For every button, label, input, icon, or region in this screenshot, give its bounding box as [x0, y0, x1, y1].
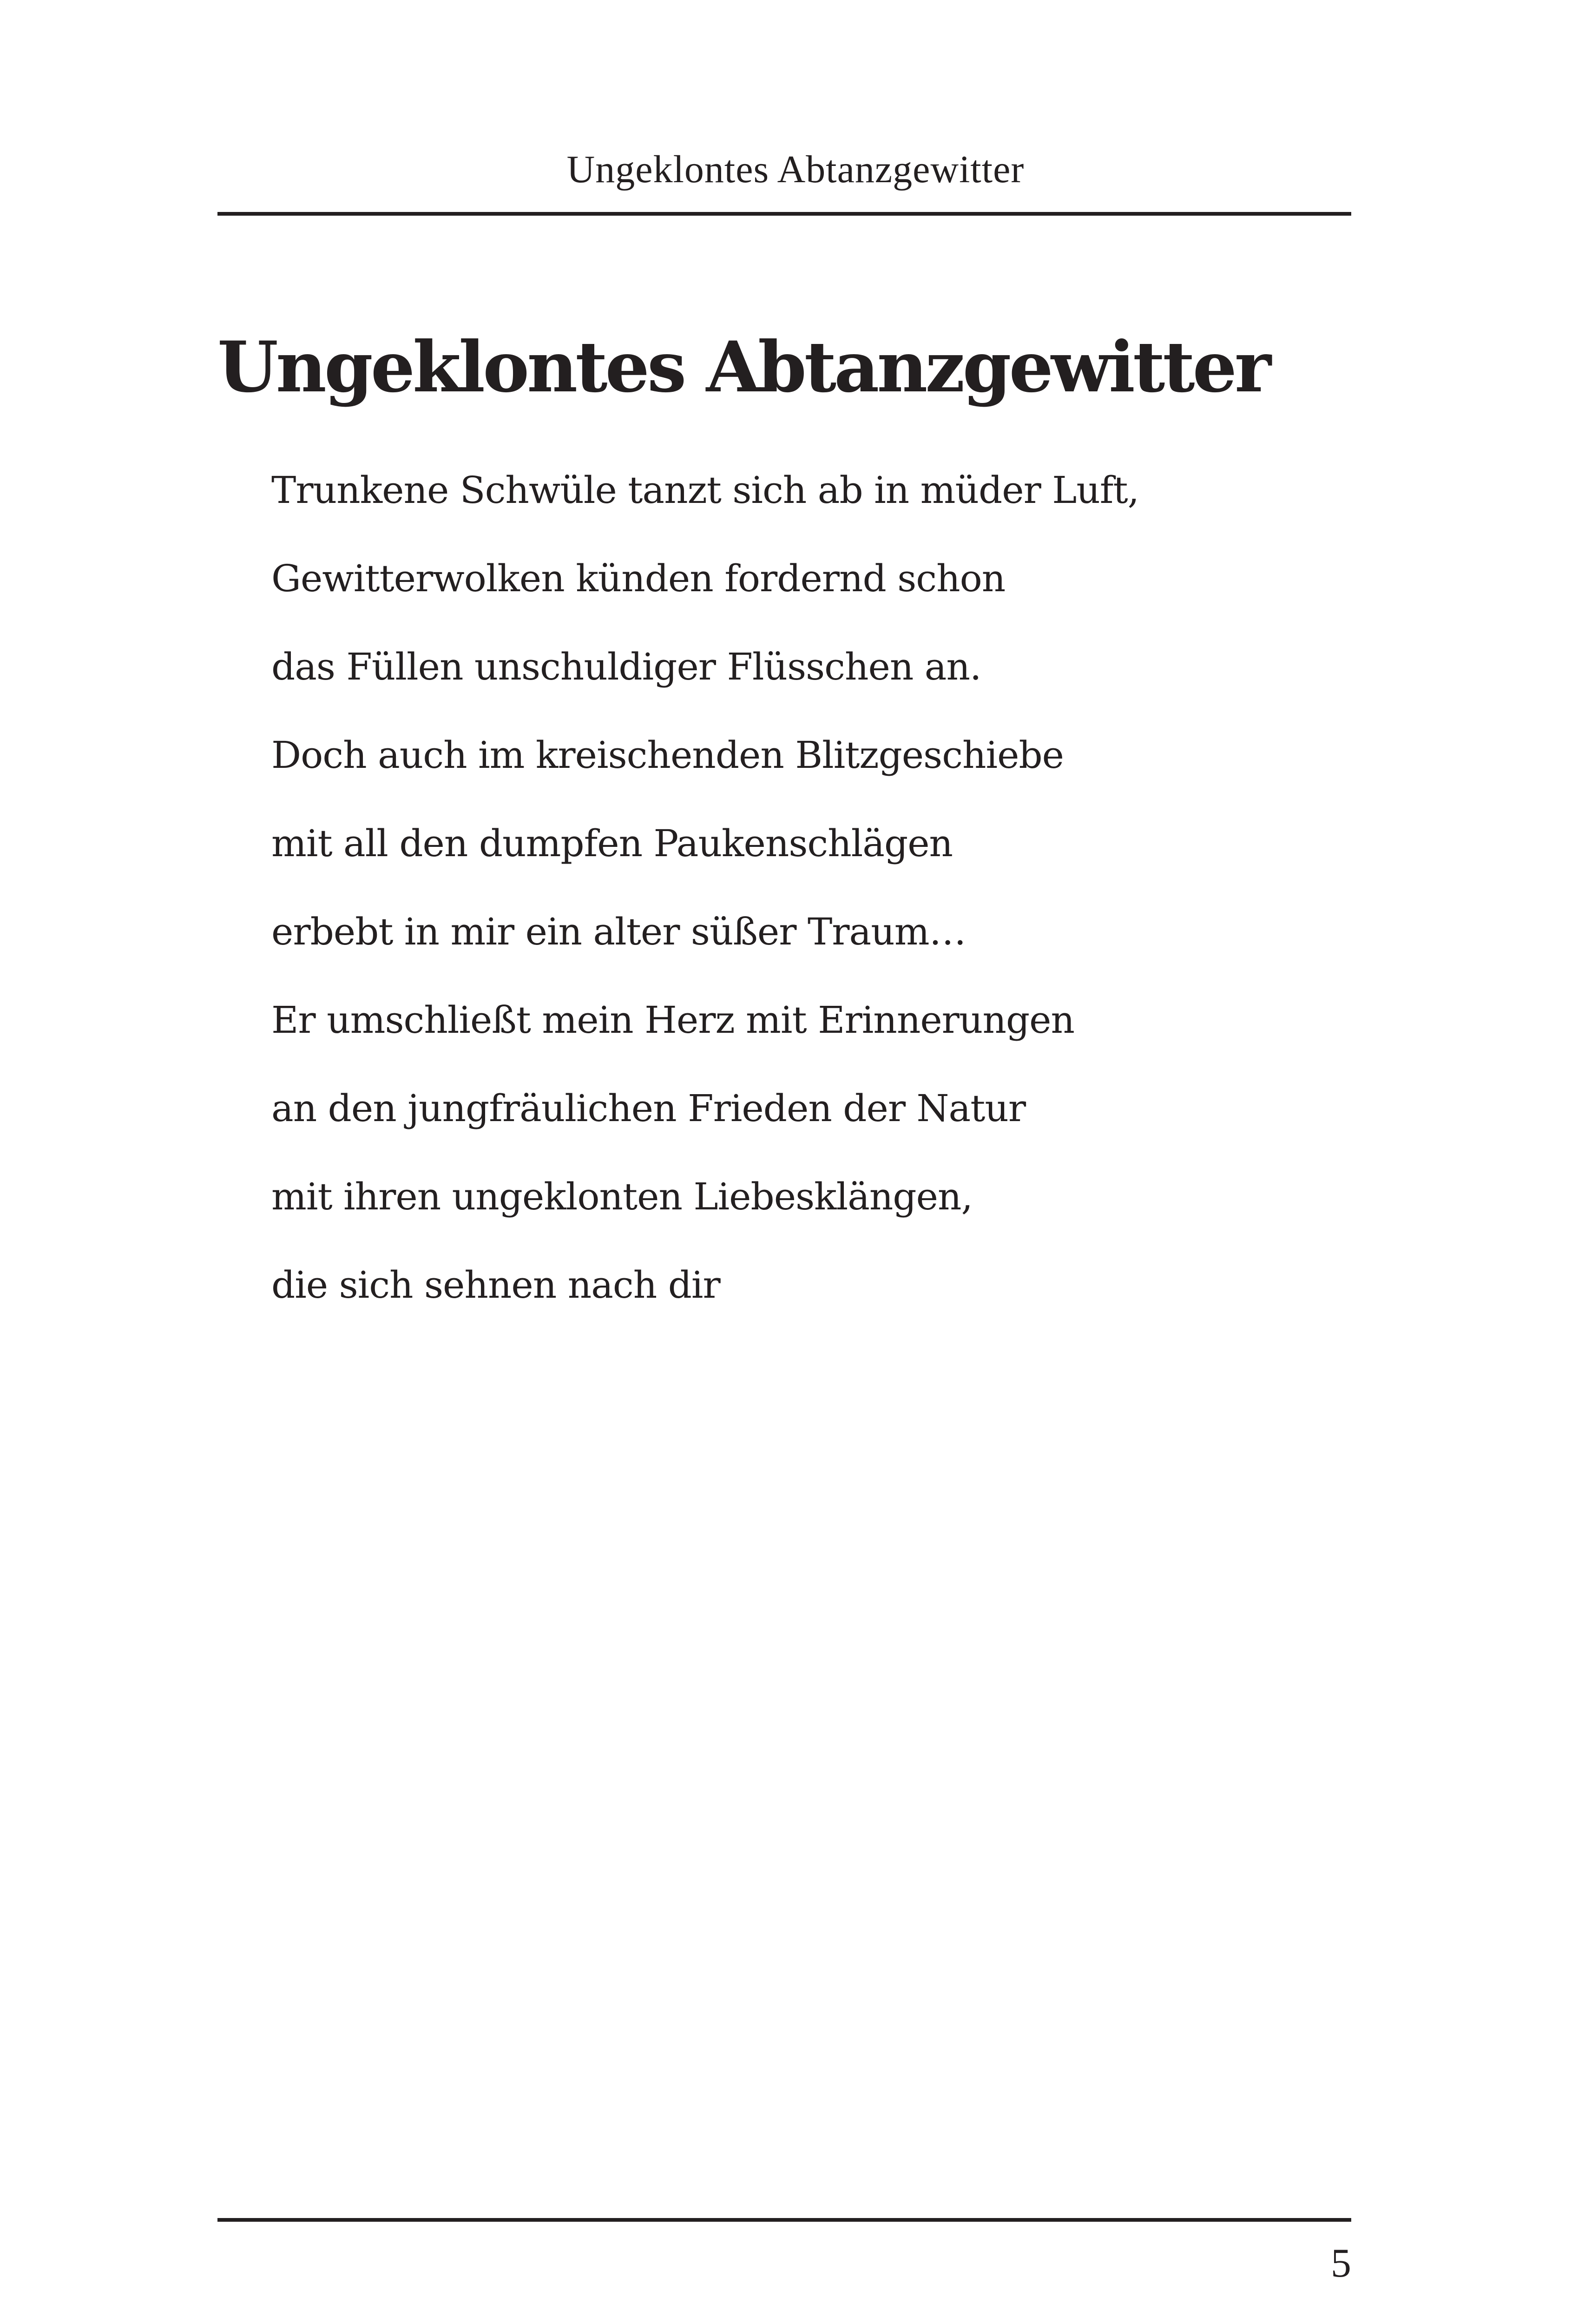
verse-line: Er umschließt mein Herz mit Erinnerungen — [271, 998, 1075, 1042]
verse-line: erbebt in mir ein alter süßer Traum… — [271, 910, 966, 953]
poem-title: Ungeklontes Abtanzgewitter — [217, 326, 1269, 408]
verse-line: Doch auch im kreischenden Blitzgeschiebe — [271, 733, 1064, 777]
footer-rule — [217, 2218, 1351, 2222]
page-number: 5 — [1331, 2241, 1351, 2286]
poem-verse — [271, 446, 1139, 1329]
verse-line: mit ihren ungeklonten Liebesklängen, — [271, 1175, 973, 1218]
verse-line: an den jungfräulichen Frieden der Natur — [271, 1087, 1026, 1130]
verse-line: die sich sehnen nach dir — [271, 1263, 720, 1307]
verse-line: Trunkene Schwüle tanzt sich ab in müder Luft, — [271, 469, 1139, 512]
verse-line: Gewitterwolken künden fordernd schon — [271, 557, 1006, 600]
verse-line: das Füllen unschuldiger Flüsschen an. — [271, 645, 981, 688]
running-header-title: Ungeklontes Abtanzgewitter — [566, 148, 1025, 191]
header-rule — [217, 212, 1351, 216]
verse-line: mit all den dumpfen Paukenschlägen — [271, 822, 953, 865]
